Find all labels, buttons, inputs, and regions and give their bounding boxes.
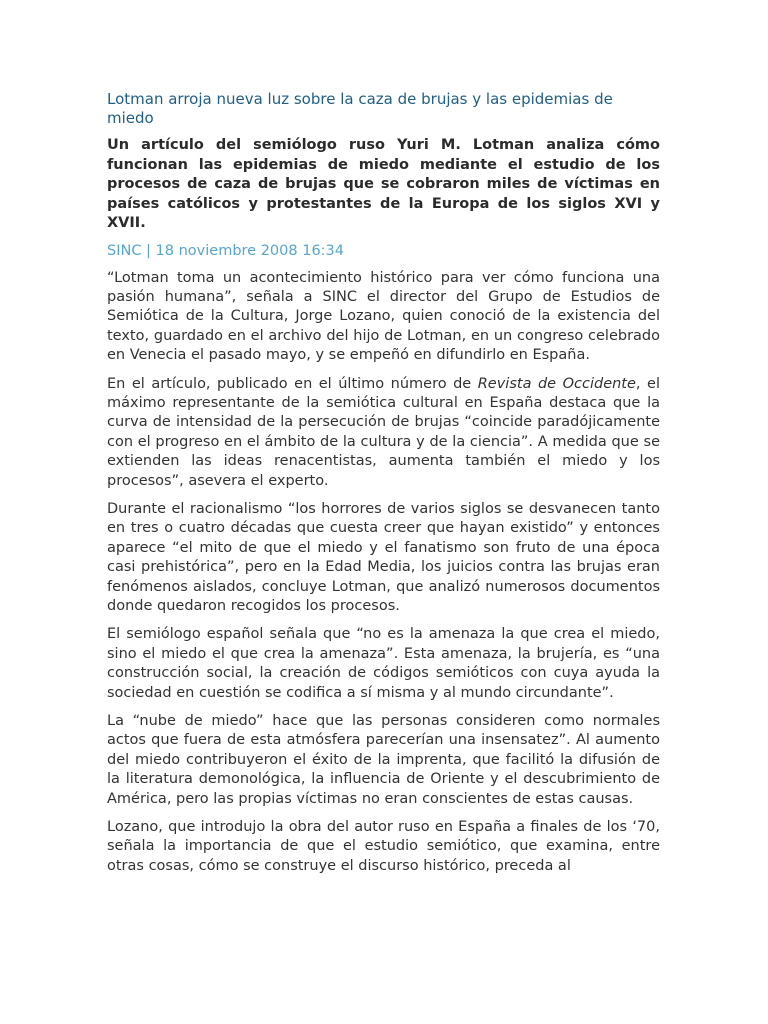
paragraph-4: El semiólogo español señala que “no es la amenaza la que crea el miedo, sino el miedo el que crea la amenaza”. Esta amenaza, la brujería, es “una construcción social, la creación de códigos semióticos con cuya ayuda la sociedad en cuestión se codifica a sí misma y al mundo circundante”. <box>107 626 660 701</box>
article-byline: SINC | 18 noviembre 2008 16:34 <box>107 242 345 259</box>
article-subtitle: Un artículo del semiólogo ruso Yuri M. Lotman analiza cómo funcionan las epidemias de miedo mediante el estudio de los procesos de caza de brujas que se cobraron miles de víctimas en países católicos y protestantes de la Europa de los siglos XVI y XVII. <box>107 137 660 231</box>
paragraph-6: Lozano, que introdujo la obra del autor ruso en España a finales de los ‘70, señala la importancia de que el estudio semiótico, que examina, entre otras cosas, cómo se construye el discurso histórico, preceda al <box>107 819 660 874</box>
paragraph-2 <box>107 375 660 491</box>
article-title: Lotman arroja nueva luz sobre la caza de brujas y las epidemias de miedo <box>107 90 613 127</box>
publication-name: Revista de Occidente <box>477 375 636 392</box>
paragraph-3: Durante el racionalismo “los horrores de varios siglos se desvanecen tanto en tres o cuatro décadas que cuesta creer que hayan existido” y entonces aparece “el mito de que el miedo y el fanatismo son fruto de una época casi prehistórica”, pero en la Edad Media, los juicios contra las brujas eran fenómenos aislados, concluye Lotman, que analizó numerosos documentos donde quedaron recogidos los procesos. <box>107 500 660 614</box>
paragraph-2-after: , el máximo representante de la semiótica cultural en España destaca que la curva de intensidad de la persecución de brujas “coincide paradójicamente con el progreso en el ámbito de la cultura y de la ciencia”. A medida que se extienden las ideas renacentistas, aumenta también el miedo y los procesos”, asevera el experto. <box>107 375 660 489</box>
article <box>107 90 660 885</box>
paragraph-5: La “nube de miedo” hace que las personas consideren como normales actos que fuera de esta atmósfera parecerían una insensatez”. Al aumento del miedo contribuyeron el éxito de la imprenta, que facilitó la difusión de la literatura demonológica, la influencia de Oriente y el descubrimiento de América, pero las propias víctimas no eran conscientes de estas causas. <box>107 713 660 807</box>
paragraph-1: “Lotman toma un acontecimiento histórico para ver cómo funciona una pasión humana”, señala a SINC el director del Grupo de Estudios de Semiótica de la Cultura, Jorge Lozano, quien conoció de la existencia del texto, guardado en el archivo del hijo de Lotman, en un congreso celebrado en Venecia el pasado mayo, y se empeñó en difundirlo en España. <box>107 269 660 364</box>
paragraph-2-before: En el artículo, publicado en el último número de <box>107 375 478 392</box>
